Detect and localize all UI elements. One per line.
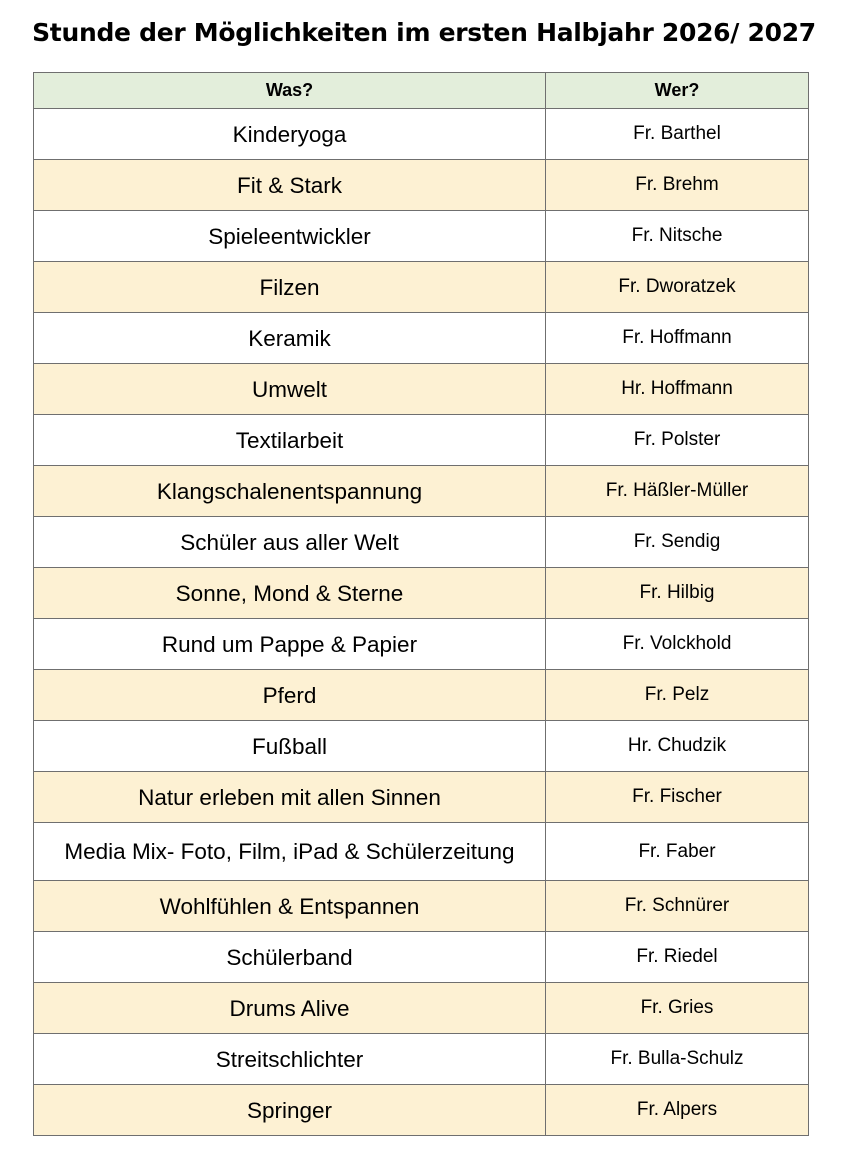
person-cell: Fr. Pelz <box>546 670 809 721</box>
activity-cell: Streitschlichter <box>34 1034 546 1085</box>
person-cell: Fr. Hoffmann <box>546 313 809 364</box>
table-row <box>34 109 809 160</box>
table-row <box>34 823 809 881</box>
activity-cell: Fußball <box>34 721 546 772</box>
person-cell: Hr. Hoffmann <box>546 364 809 415</box>
person-cell: Fr. Volckhold <box>546 619 809 670</box>
activity-cell: Umwelt <box>34 364 546 415</box>
table-row <box>34 313 809 364</box>
table-row <box>34 211 809 262</box>
person-cell: Fr. Barthel <box>546 109 809 160</box>
person-cell: Fr. Gries <box>546 983 809 1034</box>
person-cell: Fr. Riedel <box>546 932 809 983</box>
person-cell: Fr. Dworatzek <box>546 262 809 313</box>
person-cell: Fr. Alpers <box>546 1085 809 1136</box>
activity-cell: Drums Alive <box>34 983 546 1034</box>
person-cell: Fr. Sendig <box>546 517 809 568</box>
person-cell: Fr. Faber <box>546 823 809 881</box>
page-title: Stunde der Möglichkeiten im ersten Halbjahr 2026/ 2027 <box>32 18 816 47</box>
activity-cell: Textilarbeit <box>34 415 546 466</box>
person-cell: Fr. Polster <box>546 415 809 466</box>
activity-cell: Schüler aus aller Welt <box>34 517 546 568</box>
activity-cell: Filzen <box>34 262 546 313</box>
table-row <box>34 160 809 211</box>
activity-cell: Wohlfühlen & Entspannen <box>34 881 546 932</box>
table-row <box>34 932 809 983</box>
activity-cell: Fit & Stark <box>34 160 546 211</box>
activity-cell: Springer <box>34 1085 546 1136</box>
person-cell: Fr. Bulla-Schulz <box>546 1034 809 1085</box>
table-row <box>34 466 809 517</box>
person-cell: Fr. Brehm <box>546 160 809 211</box>
table-row <box>34 415 809 466</box>
column-header-person: Wer? <box>546 73 809 109</box>
activity-cell: Pferd <box>34 670 546 721</box>
person-cell: Fr. Nitsche <box>546 211 809 262</box>
table-row <box>34 619 809 670</box>
person-cell: Fr. Schnürer <box>546 881 809 932</box>
person-cell: Fr. Fischer <box>546 772 809 823</box>
table-row <box>34 670 809 721</box>
table-row <box>34 721 809 772</box>
activity-cell: Kinderyoga <box>34 109 546 160</box>
activity-cell: Spieleentwickler <box>34 211 546 262</box>
schedule-table <box>33 72 809 1136</box>
activity-cell: Keramik <box>34 313 546 364</box>
table-row <box>34 364 809 415</box>
table-row <box>34 568 809 619</box>
person-cell: Fr. Hilbig <box>546 568 809 619</box>
table-row <box>34 772 809 823</box>
header-row <box>34 73 809 109</box>
activity-cell: Natur erleben mit allen Sinnen <box>34 772 546 823</box>
person-cell: Hr. Chudzik <box>546 721 809 772</box>
column-header-activity: Was? <box>34 73 546 109</box>
table-row <box>34 1034 809 1085</box>
activity-cell: Media Mix- Foto, Film, iPad & Schülerzeitung <box>34 823 546 881</box>
activity-cell: Klangschalenentspannung <box>34 466 546 517</box>
activity-cell: Rund um Pappe & Papier <box>34 619 546 670</box>
table-row <box>34 517 809 568</box>
table-row <box>34 1085 809 1136</box>
table-row <box>34 983 809 1034</box>
table-row <box>34 262 809 313</box>
person-cell: Fr. Häßler-Müller <box>546 466 809 517</box>
table-row <box>34 881 809 932</box>
activity-cell: Schülerband <box>34 932 546 983</box>
activity-cell: Sonne, Mond & Sterne <box>34 568 546 619</box>
